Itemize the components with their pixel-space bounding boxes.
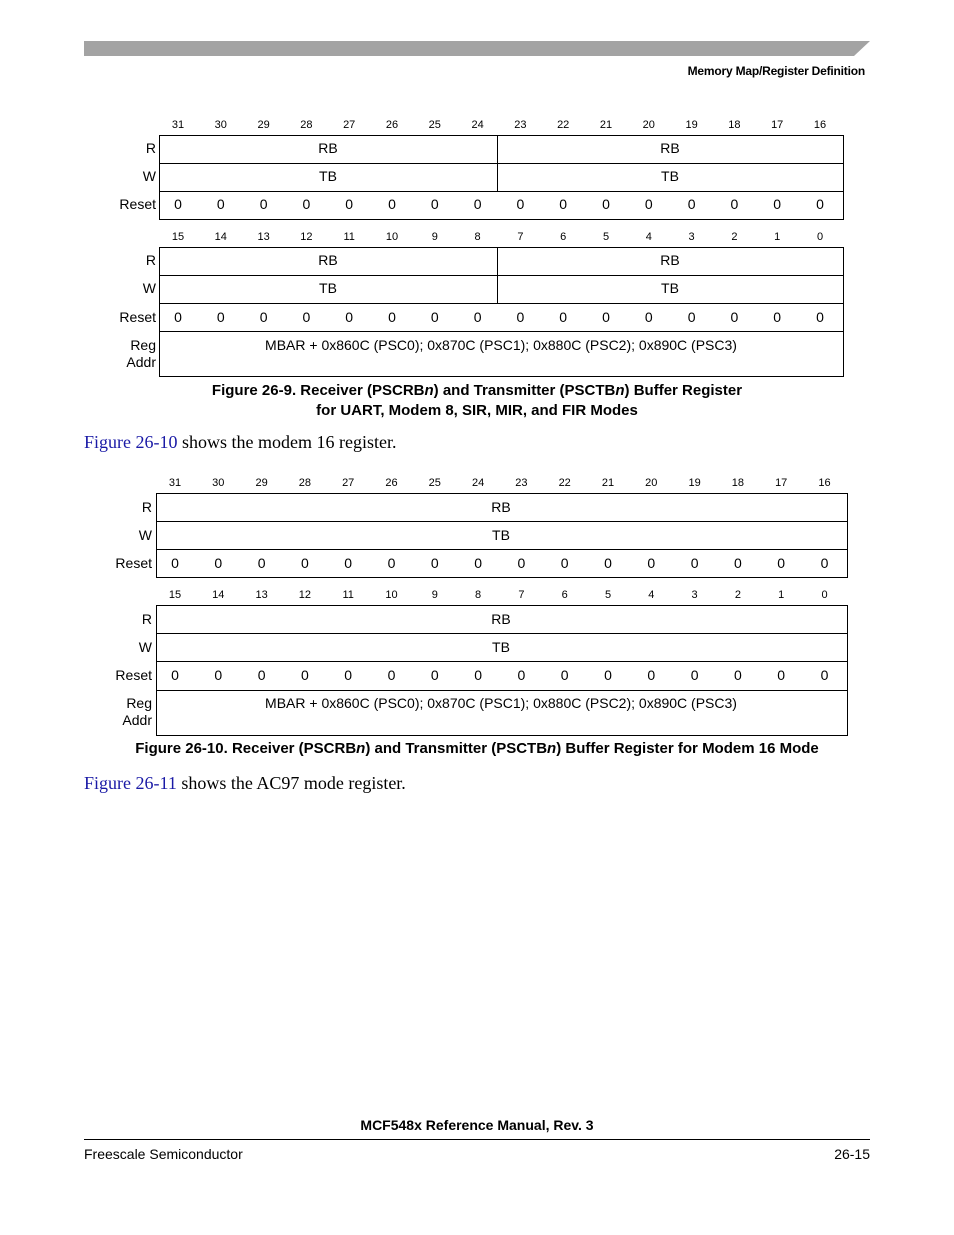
header-bar bbox=[84, 41, 870, 56]
reset-values-upper bbox=[0, 196, 954, 214]
bit-number: 31 bbox=[171, 119, 185, 131]
figure-26-10-link[interactable]: Figure 26-10 bbox=[84, 432, 178, 452]
bit-number: 24 bbox=[471, 477, 485, 489]
register-address: MBAR + 0x860C (PSC0); 0x870C (PSC1); 0x880C (PSC2); 0x890C (PSC3) bbox=[265, 695, 737, 711]
row-label-reg: Reg bbox=[130, 337, 156, 353]
reset-value: 0 bbox=[171, 667, 179, 683]
field-tb: TB bbox=[661, 280, 679, 296]
reset-value: 0 bbox=[257, 555, 266, 571]
row-label-r: R bbox=[145, 252, 156, 268]
row-divider bbox=[159, 163, 844, 164]
row-label-addr: Addr bbox=[126, 354, 156, 370]
row-label-w: W bbox=[142, 280, 156, 296]
row-label-w: W bbox=[138, 639, 152, 655]
bit-number: 12 bbox=[298, 589, 312, 601]
bit-number: 18 bbox=[728, 119, 741, 131]
bit-number: 2 bbox=[734, 589, 741, 601]
bit-number-row-upper bbox=[0, 477, 954, 491]
reset-values-upper bbox=[0, 555, 954, 573]
bit-number: 14 bbox=[214, 231, 227, 243]
reset-value: 0 bbox=[174, 196, 182, 212]
reset-value: 0 bbox=[730, 309, 739, 325]
reset-value: 0 bbox=[257, 667, 266, 683]
field-tb: TB bbox=[319, 168, 337, 184]
reset-value: 0 bbox=[516, 309, 525, 325]
reset-values-lower bbox=[0, 667, 954, 685]
reset-value: 0 bbox=[816, 196, 824, 212]
reset-value: 0 bbox=[174, 309, 182, 325]
reset-value: 0 bbox=[820, 555, 829, 571]
reset-value: 0 bbox=[388, 196, 396, 212]
bit-number: 8 bbox=[474, 231, 481, 243]
field-tb: TB bbox=[319, 280, 337, 296]
bit-number: 6 bbox=[561, 589, 568, 601]
reset-value: 0 bbox=[773, 196, 782, 212]
reset-value: 0 bbox=[733, 667, 742, 683]
reset-value: 0 bbox=[302, 196, 311, 212]
field-tb: TB bbox=[492, 639, 510, 655]
field-rb: RB bbox=[660, 252, 680, 268]
page-number: 26-15 bbox=[834, 1146, 870, 1162]
bit-number: 0 bbox=[821, 589, 828, 601]
reset-value: 0 bbox=[559, 196, 568, 212]
reset-value: 0 bbox=[345, 196, 354, 212]
bit-number: 25 bbox=[428, 119, 441, 131]
bit-number: 16 bbox=[813, 119, 827, 131]
bit-number: 4 bbox=[645, 231, 652, 243]
reset-value: 0 bbox=[560, 555, 569, 571]
bit-number: 15 bbox=[171, 231, 185, 243]
bit-number: 13 bbox=[255, 589, 268, 601]
bit-number: 22 bbox=[558, 477, 571, 489]
bit-number: 11 bbox=[343, 231, 355, 243]
bit-number: 10 bbox=[385, 589, 398, 601]
row-label-reset: Reset bbox=[119, 196, 156, 212]
row-divider bbox=[159, 331, 844, 332]
bit-number: 28 bbox=[300, 119, 313, 131]
reset-value: 0 bbox=[602, 309, 610, 325]
reset-value: 0 bbox=[430, 555, 439, 571]
reset-value: 0 bbox=[344, 667, 353, 683]
bit-number: 3 bbox=[691, 589, 698, 601]
field-divider bbox=[497, 247, 498, 303]
register-address: MBAR + 0x860C (PSC0); 0x870C (PSC1); 0x880C (PSC2); 0x890C (PSC3) bbox=[265, 337, 737, 353]
reset-value: 0 bbox=[644, 309, 653, 325]
field-rb: RB bbox=[660, 140, 680, 156]
field-rb: RB bbox=[318, 140, 338, 156]
row-divider bbox=[159, 275, 844, 276]
manual-title: MCF548x Reference Manual, Rev. 3 bbox=[360, 1117, 594, 1133]
bit-number: 13 bbox=[257, 231, 270, 243]
reset-value: 0 bbox=[345, 309, 354, 325]
field-tb: TB bbox=[492, 527, 510, 543]
reset-value: 0 bbox=[214, 555, 223, 571]
row-divider bbox=[156, 633, 848, 634]
paragraph-modem16: Figure 26-10 shows the modem 16 register. bbox=[84, 432, 397, 452]
bit-number: 1 bbox=[778, 589, 785, 601]
reset-value: 0 bbox=[690, 667, 699, 683]
bit-number: 23 bbox=[515, 477, 528, 489]
reset-value: 0 bbox=[604, 555, 612, 571]
reset-value: 0 bbox=[216, 309, 225, 325]
bit-number: 29 bbox=[255, 477, 268, 489]
reset-value: 0 bbox=[773, 309, 782, 325]
reset-value: 0 bbox=[214, 667, 223, 683]
bit-number: 17 bbox=[771, 119, 784, 131]
row-label-reg: Reg bbox=[126, 695, 152, 711]
bit-number: 30 bbox=[214, 119, 227, 131]
bit-number: 15 bbox=[168, 589, 182, 601]
bit-number: 2 bbox=[731, 231, 738, 243]
bit-number: 25 bbox=[428, 477, 441, 489]
field-divider bbox=[497, 135, 498, 191]
bit-number: 4 bbox=[648, 589, 655, 601]
row-label-r: R bbox=[141, 611, 152, 627]
bit-number: 27 bbox=[342, 477, 355, 489]
bit-number: 19 bbox=[685, 119, 698, 131]
paragraph-ac97: Figure 26-11 shows the AC97 mode register. bbox=[84, 773, 406, 793]
field-rb: RB bbox=[318, 252, 338, 268]
reset-value: 0 bbox=[473, 196, 482, 212]
row-label-w: W bbox=[142, 168, 156, 184]
reset-value: 0 bbox=[344, 555, 353, 571]
reset-value: 0 bbox=[690, 555, 699, 571]
bit-number: 11 bbox=[342, 589, 354, 601]
reset-value: 0 bbox=[647, 555, 656, 571]
reset-value: 0 bbox=[730, 196, 739, 212]
bit-number: 18 bbox=[731, 477, 745, 489]
bit-number-row-lower bbox=[0, 589, 954, 603]
reset-value: 0 bbox=[604, 667, 612, 683]
reset-value: 0 bbox=[560, 667, 569, 683]
section-title: Memory Map/Register Definition bbox=[687, 64, 865, 78]
reset-value: 0 bbox=[473, 309, 482, 325]
bit-number: 1 bbox=[774, 231, 781, 243]
bit-number: 26 bbox=[385, 119, 399, 131]
reset-value: 0 bbox=[387, 555, 396, 571]
row-divider bbox=[156, 690, 848, 691]
reset-value: 0 bbox=[516, 196, 525, 212]
bit-number: 27 bbox=[343, 119, 356, 131]
bit-number: 20 bbox=[642, 119, 655, 131]
figure-26-9-caption: Figure 26-9. Receiver (PSCRBn) and Transmitter (PSCTBn) Buffer Register for UART, Modem 8, SIR, MIR, and FIR Modes bbox=[211, 382, 743, 419]
reset-value: 0 bbox=[602, 196, 610, 212]
footer-divider bbox=[84, 1139, 870, 1140]
company-name: Freescale Semiconductor bbox=[84, 1146, 243, 1162]
row-label-r: R bbox=[141, 499, 152, 515]
reset-value: 0 bbox=[300, 667, 309, 683]
bit-number: 16 bbox=[818, 477, 831, 489]
reset-value: 0 bbox=[387, 667, 396, 683]
reset-value: 0 bbox=[517, 555, 526, 571]
row-label-addr: Addr bbox=[122, 712, 152, 728]
row-label-reset: Reset bbox=[115, 555, 152, 571]
bit-number: 22 bbox=[557, 119, 570, 131]
bit-number: 23 bbox=[514, 119, 527, 131]
bit-number: 5 bbox=[602, 231, 610, 243]
bit-number: 21 bbox=[601, 477, 615, 489]
row-divider bbox=[156, 661, 848, 662]
reset-value: 0 bbox=[259, 196, 268, 212]
bit-number: 10 bbox=[385, 231, 399, 243]
reset-value: 0 bbox=[474, 555, 482, 571]
bit-number: 26 bbox=[385, 477, 398, 489]
reset-value: 0 bbox=[474, 667, 482, 683]
bit-number: 24 bbox=[471, 119, 484, 131]
bit-number: 19 bbox=[688, 477, 701, 489]
field-rb: RB bbox=[491, 611, 511, 627]
bit-number-row-upper bbox=[0, 119, 954, 133]
row-divider bbox=[156, 549, 848, 550]
bit-number: 28 bbox=[298, 477, 312, 489]
reset-value: 0 bbox=[644, 196, 653, 212]
bit-number: 9 bbox=[431, 231, 438, 243]
reset-value: 0 bbox=[687, 309, 696, 325]
bit-number: 0 bbox=[816, 231, 824, 243]
row-label-r: R bbox=[145, 140, 156, 156]
reset-value: 0 bbox=[816, 309, 824, 325]
field-tb: TB bbox=[661, 168, 679, 184]
reset-value: 0 bbox=[517, 667, 526, 683]
bit-number: 30 bbox=[212, 477, 225, 489]
reset-value: 0 bbox=[733, 555, 742, 571]
reset-value: 0 bbox=[647, 667, 656, 683]
figure-26-11-link[interactable]: Figure 26-11 bbox=[84, 773, 177, 793]
bit-number: 6 bbox=[560, 231, 567, 243]
reset-value: 0 bbox=[430, 667, 439, 683]
bit-number: 21 bbox=[599, 119, 613, 131]
row-label-reset: Reset bbox=[119, 309, 156, 325]
reset-value: 0 bbox=[388, 309, 396, 325]
bit-number: 29 bbox=[257, 119, 270, 131]
bit-number: 8 bbox=[475, 589, 482, 601]
bit-number-row-lower bbox=[0, 231, 954, 245]
row-label-w: W bbox=[138, 527, 152, 543]
reset-value: 0 bbox=[302, 309, 311, 325]
reset-values-lower bbox=[0, 309, 954, 327]
bit-number: 7 bbox=[517, 231, 524, 243]
reset-value: 0 bbox=[300, 555, 309, 571]
reset-value: 0 bbox=[777, 555, 786, 571]
row-label-reset: Reset bbox=[115, 667, 152, 683]
reset-value: 0 bbox=[259, 309, 268, 325]
field-rb: RB bbox=[491, 499, 511, 515]
reset-value: 0 bbox=[216, 196, 225, 212]
bit-number: 7 bbox=[518, 589, 525, 601]
bit-number: 20 bbox=[645, 477, 658, 489]
bit-number: 12 bbox=[300, 231, 313, 243]
reset-value: 0 bbox=[171, 555, 179, 571]
bit-number: 3 bbox=[688, 231, 695, 243]
figure-26-10-caption: Figure 26-10. Receiver (PSCRBn) and Transmitter (PSCTBn) Buffer Register for Modem 16 Mode bbox=[135, 740, 819, 757]
bit-number: 5 bbox=[604, 589, 612, 601]
bit-number: 17 bbox=[775, 477, 788, 489]
reset-value: 0 bbox=[820, 667, 829, 683]
reset-value: 0 bbox=[559, 309, 568, 325]
reset-value: 0 bbox=[430, 309, 439, 325]
bit-number: 31 bbox=[168, 477, 182, 489]
reset-value: 0 bbox=[687, 196, 696, 212]
row-divider bbox=[159, 191, 844, 192]
row-divider bbox=[156, 521, 848, 522]
row-divider bbox=[159, 303, 844, 304]
reset-value: 0 bbox=[430, 196, 439, 212]
bit-number: 14 bbox=[212, 589, 225, 601]
bit-number: 9 bbox=[431, 589, 438, 601]
reset-value: 0 bbox=[777, 667, 786, 683]
